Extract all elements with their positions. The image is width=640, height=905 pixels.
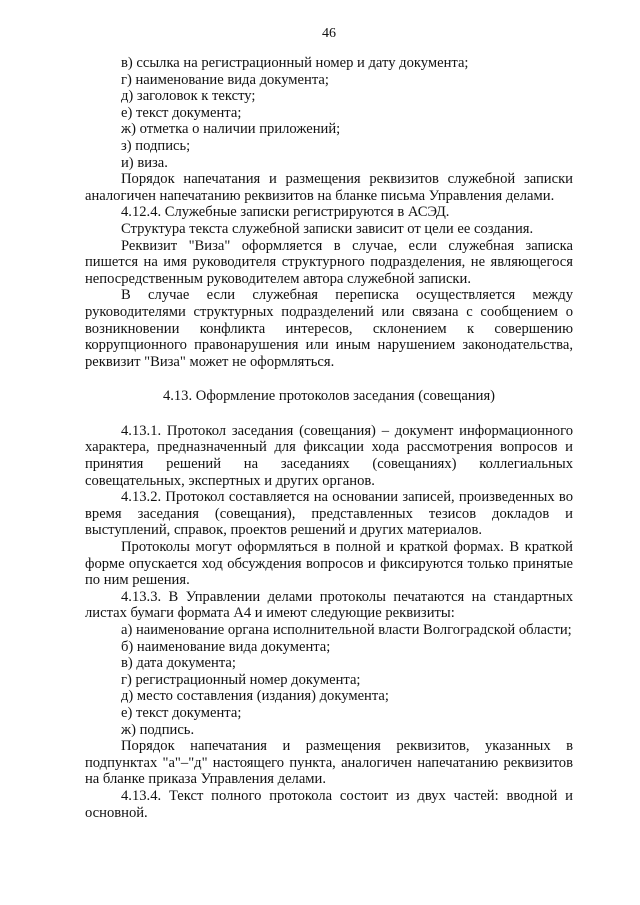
paragraph-4-13-2: 4.13.2. Протокол составляется на основании записей, произведенных во время заседания (совещания), представленных тезисов докладов и выступлений, справок, проектов решений и других материалов.: [85, 489, 573, 539]
paragraph-order: Порядок напечатания и размещения реквизитов служебной записки аналогичен напечатанию реквизитов на бланке письма Управления делами.: [85, 171, 573, 204]
paragraph-4-12-4: 4.12.4. Служебные записки регистрируются в АСЭД.: [121, 204, 450, 221]
list-item: ж) подпись.: [121, 721, 195, 738]
paragraph-case: В случае если служебная переписка осуществляется между руководителями структурных подразделений или связана с сообщением о возникновении конфликта интересов, склонением к совершению коррупционного правонарушения или иным нарушением законодательства, реквизит "Виза" может не оформляться.: [85, 287, 573, 370]
paragraph-structure: Структура текста служебной записки зависит от цели ее создания.: [121, 220, 534, 237]
list-item: г) регистрационный номер документа;: [121, 671, 361, 688]
list-item: г) наименование вида документа;: [121, 71, 329, 88]
list-item: ж) отметка о наличии приложений;: [121, 121, 341, 138]
paragraph-4-13-4: 4.13.4. Текст полного протокола состоит из двух частей: вводной и основной.: [85, 787, 573, 821]
list-item: в) ссылка на регистрационный номер и дату документа;: [121, 55, 469, 71]
paragraph-4-13-1: 4.13.1. Протокол заседания (совещания) – документ информационного характера, предназначенный для фиксации хода рассмотрения вопросов и принятия решений на заседаниях (совещаниях) коллегиальных совещательных, экспертных и других органов.: [85, 422, 573, 489]
section-heading-4-13: 4.13. Оформление протоколов заседания (совещания): [162, 388, 496, 405]
list-item: б) наименование вида документа;: [121, 638, 331, 655]
list-item: д) место составления (издания) документа;: [121, 688, 389, 705]
list-item: и) виза.: [121, 154, 168, 171]
paragraph-order-2: Порядок напечатания и размещения реквизитов, указанных в подпунктах "а"–"д" настоящего пункта, аналогичен напечатанию реквизитов на бланке приказа Управления делами.: [85, 738, 573, 788]
list-item: д) заголовок к тексту;: [121, 88, 256, 105]
list-item: е) текст документа;: [121, 704, 242, 721]
document-body: [85, 55, 573, 821]
list-item: е) текст документа;: [121, 104, 242, 121]
page-number: 46: [322, 26, 336, 41]
list-item: з) подпись;: [121, 137, 191, 154]
list-item: в) дата документа;: [121, 655, 236, 672]
paragraph-4-13-3: 4.13.3. В Управлении делами протоколы печатаются на стандартных листах бумаги формата А4 и имеют следующие реквизиты:: [85, 588, 573, 622]
paragraph-forms: Протоколы могут оформляться в полной и краткой формах. В краткой форме опускается ход обсуждения вопросов и фиксируются только принятые по ним решения.: [85, 539, 573, 589]
list-item: а) наименование органа исполнительной власти Волгоградской области;: [121, 622, 572, 638]
paragraph-visa: Реквизит "Виза" оформляется в случае, если служебная записка пишется на имя руководителя структурного подразделения, не являющегося непосредственным руководителем автора служебной записки.: [85, 237, 573, 287]
